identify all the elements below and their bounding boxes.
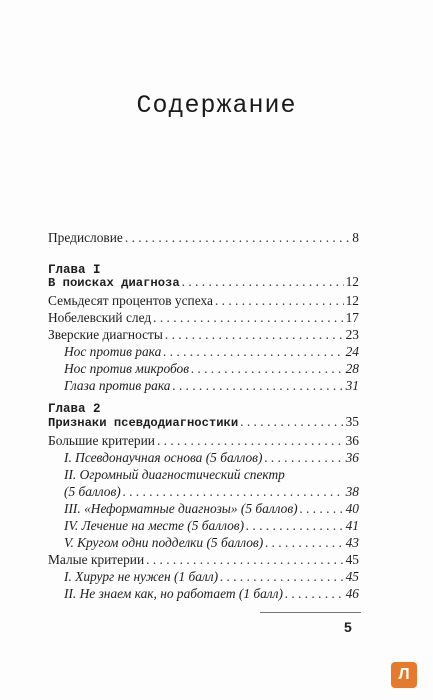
toc-entry-chapter-2-title[interactable] bbox=[48, 412, 359, 432]
toc-entry-label: Нос против рака bbox=[64, 344, 162, 359]
toc-entry-label: I. Хирург не нужен (1 балл) bbox=[64, 569, 219, 584]
toc-entry-page: 35 bbox=[345, 414, 359, 429]
toc-entry-label: Семьдесят процентов успеха bbox=[48, 293, 213, 308]
page-title: Содержание bbox=[136, 91, 297, 120]
toc-entry-label: II. Огромный диагностический спектр bbox=[64, 467, 285, 482]
toc-entry-label: Признаки псевдодиагностики bbox=[48, 416, 239, 430]
toc-entry-page: 12 bbox=[345, 293, 359, 308]
leader-dots bbox=[125, 228, 350, 248]
toc-entry-label: Зверские диагносты bbox=[48, 327, 163, 342]
toc-entry-page: 38 bbox=[345, 484, 359, 499]
page-number: 5 bbox=[344, 619, 352, 635]
toc-subentry[interactable] bbox=[64, 584, 359, 604]
toc-entry-label: Малые критерии bbox=[48, 552, 145, 567]
toc-entry-label: В поисках диагноза bbox=[48, 276, 180, 290]
toc-subentry[interactable] bbox=[64, 376, 359, 396]
toc-entry-page: 8 bbox=[352, 230, 359, 245]
toc-entry-page: 23 bbox=[345, 327, 359, 342]
toc-entry-preface[interactable] bbox=[48, 228, 359, 248]
toc-entry-page: 40 bbox=[345, 501, 359, 516]
toc-entry-label: I. Псевдонаучная основа (5 баллов) bbox=[64, 450, 263, 465]
toc-entry-label: II. Не знаем как, но работает (1 балл) bbox=[64, 586, 283, 601]
toc-entry-label: Нобелевский след bbox=[48, 310, 152, 325]
logo-letter: Л bbox=[398, 666, 410, 683]
toc-entry-label: V. Кругом одни подделки (5 баллов) bbox=[64, 535, 264, 550]
toc-entry-page: 24 bbox=[345, 344, 359, 359]
leader-dots bbox=[240, 412, 343, 432]
leader-dots bbox=[285, 584, 344, 604]
leader-dots bbox=[182, 272, 344, 292]
toc-entry-label: Нос против микробов bbox=[64, 361, 190, 376]
toc-entry-label: Предисловие bbox=[48, 230, 123, 245]
toc-entry-page: 12 bbox=[345, 274, 359, 289]
footer-divider bbox=[260, 612, 361, 613]
leader-dots bbox=[173, 376, 344, 396]
toc-entry-label: (5 баллов) bbox=[64, 484, 121, 499]
toc-entry-page: 41 bbox=[345, 518, 359, 533]
chapter-heading: Глава I bbox=[48, 263, 101, 277]
toc-entry-page: 17 bbox=[345, 310, 359, 325]
labirint-logo-icon bbox=[391, 662, 417, 688]
toc-entry-label: Глаза против рака bbox=[64, 378, 171, 393]
toc-entry-page: 43 bbox=[345, 535, 359, 550]
toc-entry-page: 36 bbox=[345, 450, 359, 465]
toc-entry-chapter-1-title[interactable] bbox=[48, 272, 359, 292]
toc-entry-page: 28 bbox=[345, 361, 359, 376]
toc-entry-page: 45 bbox=[345, 552, 359, 567]
toc-entry-page: 45 bbox=[345, 569, 359, 584]
toc-entry-page: 31 bbox=[345, 378, 359, 393]
toc-entry-label: III. «Неформатные диагнозы» (5 баллов) bbox=[64, 501, 298, 516]
toc-entry-page: 36 bbox=[345, 433, 359, 448]
toc-entry-label: IV. Лечение на месте (5 баллов) bbox=[64, 518, 245, 533]
toc-entry-page: 46 bbox=[345, 586, 359, 601]
chapter-heading: Глава 2 bbox=[48, 402, 101, 416]
toc-entry-label: Большие критерии bbox=[48, 433, 155, 448]
